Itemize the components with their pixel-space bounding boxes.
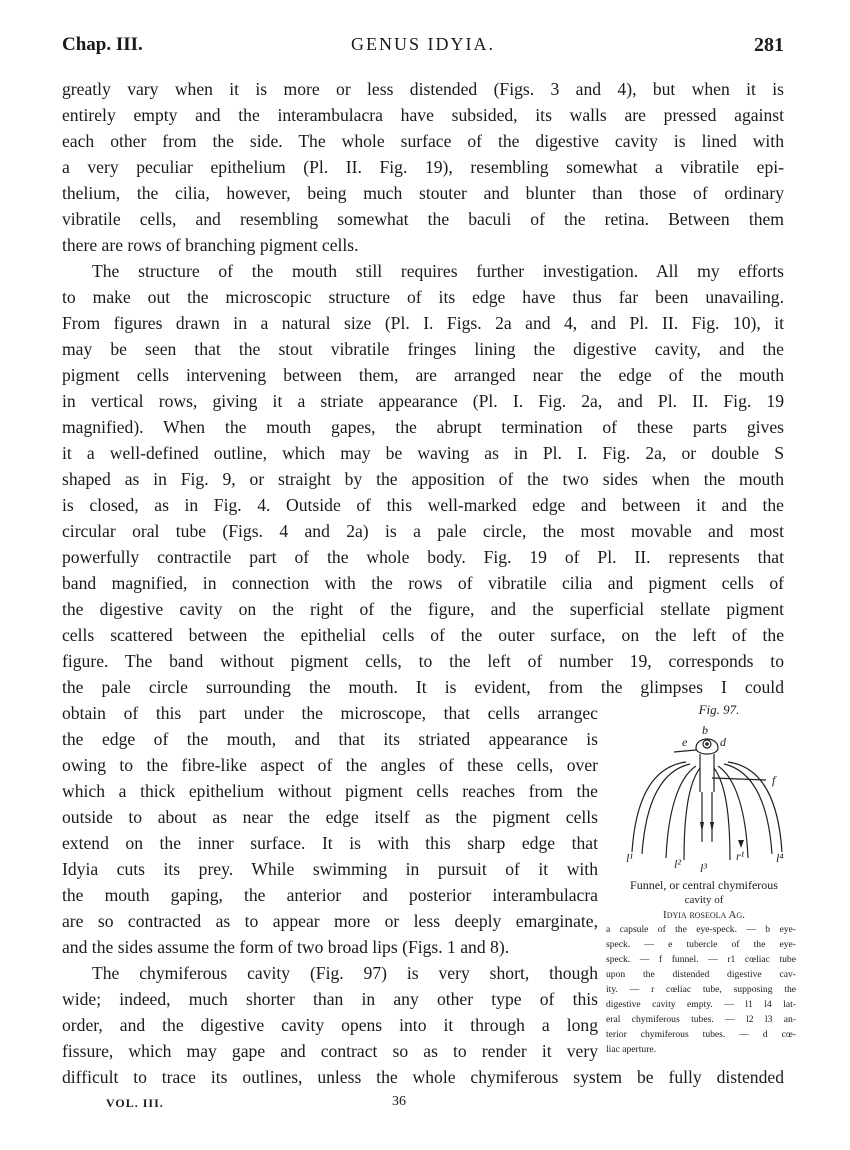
legend-line: eral chymiferous tubes. — l2 l3 an- xyxy=(606,1014,796,1025)
figure-label-f: f xyxy=(772,773,776,787)
text-line: in vertical rows, giving it a striate appearance (Pl. I. Fig. 2a, and Pl. II. Fig. 19 xyxy=(62,391,784,411)
text-line: may be seen that the stout vibratile fringes lining the digestive cavity, and the xyxy=(62,339,784,359)
running-header xyxy=(62,34,784,62)
text-line: fissure, which may gape and contract so as to render it very xyxy=(62,1041,598,1061)
figure-label-l3: l³ xyxy=(700,861,707,872)
signature-mark: 36 xyxy=(392,1094,406,1109)
text-line: order, and the digestive cavity opens into it through a long xyxy=(62,1015,598,1035)
text-line: Idyia cuts its prey. While swimming in pursuit of it with xyxy=(62,859,598,879)
text-line: each other from the side. The whole surface of the digestive cavity is lined with xyxy=(62,131,784,151)
text-line: circular oral tube (Figs. 4 and 2a) is a pale circle, the most movable and most xyxy=(62,521,784,541)
running-title: GENUS IDYIA. xyxy=(351,34,495,54)
volume-label: VOL. III. xyxy=(106,1096,164,1110)
legend-line: speck. — f funnel. — r1 cœliac tube xyxy=(606,954,796,965)
legend-line: terior chymiferous tubes. — d cœ- xyxy=(606,1029,796,1040)
figure-legend xyxy=(606,922,796,1057)
text-line: the edge of the mouth, and that its striated appearance is xyxy=(62,729,598,749)
text-line: pigment cells intervening between them, are arranged near the edge of the mouth xyxy=(62,365,784,385)
text-line: obtain of this part under the microscope, that cells arrangec xyxy=(62,703,598,723)
text-line: which a thick epithelium without pigment cells reaches from the xyxy=(62,781,598,801)
figure-label-l1: l¹ xyxy=(626,851,633,865)
figure-label-r1: r¹ xyxy=(736,849,745,863)
figure-label-e: e xyxy=(682,735,688,749)
figure-caption-species: Idyia roseola Ag. xyxy=(663,909,745,921)
text-line: powerfully contractile part of the whole body. Fig. 19 of Pl. II. represents that xyxy=(62,547,784,567)
text-line: it a well-defined outline, which may be waving as in Pl. I. Fig. 2a, or double S xyxy=(62,443,784,463)
text-line: the mouth gaping, the anterior and posterior interambulacra xyxy=(62,885,598,905)
figure-caption: Funnel, or central chymiferous xyxy=(630,878,778,892)
figure-label-b: b xyxy=(702,723,708,737)
text-line: the pale circle surrounding the mouth. It is evident, from the glimpses I could xyxy=(62,677,784,697)
figure-label-l2: l² xyxy=(674,857,681,871)
funnel-illustration xyxy=(616,722,796,872)
legend-line: digestive cavity empty. — l1 l4 lat- xyxy=(606,999,796,1010)
figure-caption-2: cavity of xyxy=(684,894,724,906)
text-line: band magnified, in connection with the rows of vibratile cilia and pigment cells of xyxy=(62,573,784,593)
text-line: outside to about as near the edge itself as the pigment cells xyxy=(62,807,598,827)
text-line: magnified). When the mouth gapes, the abrupt termination of these parts gives xyxy=(62,417,784,437)
text-line: shaped as in Fig. 9, or straight by the apposition of the two sides when the mouth xyxy=(62,469,784,489)
text-line: greatly vary when it is more or less distended (Figs. 3 and 4), but when it is xyxy=(62,79,784,99)
text-line: extend on the inner surface. It is with this sharp edge that xyxy=(62,833,598,853)
text-line: there are rows of branching pigment cells. xyxy=(62,235,359,255)
text-line: wide; indeed, much shorter than in any other type of this xyxy=(62,989,598,1009)
text-line: are so contracted as to appear more or less deeply emarginate, xyxy=(62,911,598,931)
text-line: From figures drawn in a natural size (Pl. I. Figs. 2a and 4, and Pl. II. Fig. 10), it xyxy=(62,313,784,333)
text-line: figure. The band without pigment cells, to the left of number 19, corresponds to xyxy=(62,651,784,671)
text-line: the digestive cavity on the right of the figure, and the superficial stellate pigment xyxy=(62,599,784,619)
legend-line: ity. — r cœliac tube, supposing the xyxy=(606,984,796,995)
text-line: owing to the fibre-like aspect of the angles of these cells, over xyxy=(62,755,598,775)
text-line: The chymiferous cavity (Fig. 97) is very short, though xyxy=(92,963,598,983)
text-line: to make out the microscopic structure of its edge have thus far been unavailing. xyxy=(62,287,784,307)
figure-label-d: d xyxy=(720,735,726,749)
text-line: entirely empty and the interambulacra have subsided, its walls are pressed against xyxy=(62,105,784,125)
text-line: and the sides assume the form of two broad lips (Figs. 1 and 8). xyxy=(62,937,510,957)
text-line: difficult to trace its outlines, unless the whole chymiferous system be fully distended xyxy=(62,1067,784,1087)
legend-line: a capsule of the eye-speck. — b eye- xyxy=(606,924,796,935)
legend-line: upon the distended digestive cav- xyxy=(606,969,796,980)
figure-number: Fig. 97. xyxy=(698,702,740,717)
text-line: is closed, as in Fig. 4. Outside of this well-marked edge and between it and the xyxy=(62,495,784,515)
text-line: vibratile cells, and resembling somewhat the baculi of the retina. Between them xyxy=(62,209,784,229)
legend-line: speck. — e tubercle of the eye- xyxy=(606,939,796,950)
figure-97 xyxy=(606,702,802,923)
text-line: cells scattered between the epithelial cells of the outer surface, on the left of the xyxy=(62,625,784,645)
text-line: thelium, the cilia, however, being much stouter and blunter than those of ordinary xyxy=(62,183,784,203)
figure-label-l4: l⁴ xyxy=(776,851,784,865)
chapter-label: Chap. III. xyxy=(62,34,143,55)
text-line: a very peculiar epithelium (Pl. II. Fig. 19), resembling somewhat a vibratile epi- xyxy=(62,157,784,177)
legend-line: liac aperture. xyxy=(606,1044,657,1055)
text-line: The structure of the mouth still requires further investigation. All my efforts xyxy=(92,261,784,281)
page-number: 281 xyxy=(754,34,784,56)
